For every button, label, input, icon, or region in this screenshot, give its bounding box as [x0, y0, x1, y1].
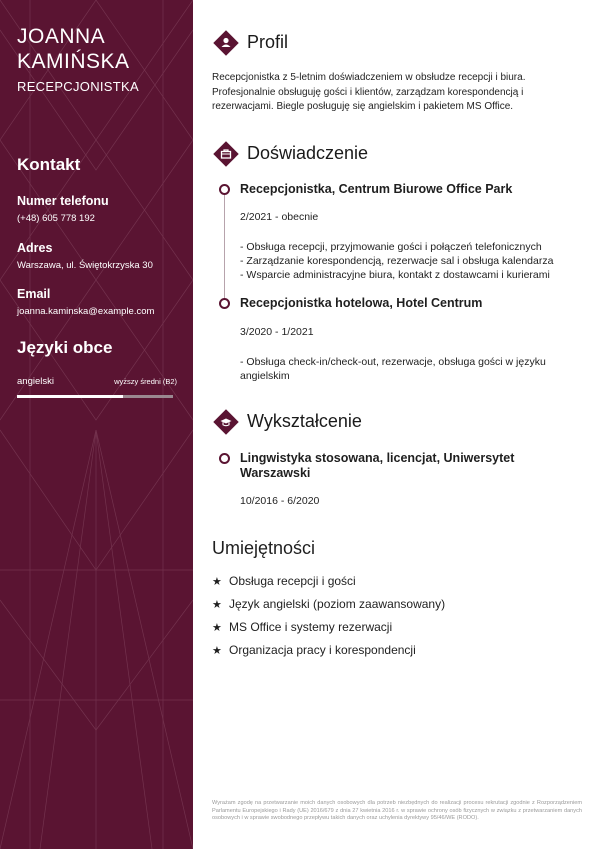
first-name: JOANNA — [17, 25, 106, 48]
education-title-item: Lingwistyka stosowana, licencjat, Uniwersytet Warszawski — [240, 451, 515, 480]
phone-value[interactable]: (+48) 605 778 192 — [17, 213, 95, 224]
star-icon: ★ — [212, 599, 222, 611]
job-description — [240, 355, 570, 383]
timeline-dot — [219, 453, 230, 464]
job-title: Recepcjonistka hotelowa, Hotel Centrum — [240, 296, 483, 310]
skill-item — [212, 620, 392, 634]
languages-heading: Języki obce — [17, 338, 113, 357]
sidebar — [0, 0, 193, 849]
star-icon: ★ — [212, 576, 222, 588]
education-date: 10/2016 - 6/2020 — [240, 495, 320, 507]
skill-label: MS Office i systemy rezerwacji — [229, 620, 393, 634]
last-name: KAMIŃSKA — [17, 50, 130, 73]
gdpr-clause: Wyrażam zgodę na przetwarzanie moich danych osobowych dla potrzeb niezbędnych do realizacji procesu rekrutacji zgodnie z Rozporządzeniem Parlamentu Europejskiego i Rady (UE) 2016/679 z dnia 27 kwietnia 2016 r. w sprawie ochrony osób fizycznych w związku z przetwarzaniem danych osobowych i w sprawie swobodnego przepływu takich danych oraz uchylenia dyrektywy 95/46/WE (RODO). — [212, 800, 582, 821]
email-value[interactable]: joanna.kaminska@example.com — [17, 306, 155, 317]
job-bullet: - Zarządzanie korespondencją, rezerwacje sal i obsługa kalendarza — [240, 255, 554, 267]
profile-text: Recepcjonistka z 5-letnim doświadczeniem w obsłudze recepcji i biura. Profesjonalnie obsługuję gości i klientów, zarządzam korespondencją i rezerwacjami. Biegle posługuję się angielskim i pakietem MS Office. — [212, 72, 526, 112]
main-content — [193, 0, 600, 849]
language-level: wyższy średni (B2) — [114, 377, 177, 386]
job-bullet: - Obsługa check-in/check-out, rezerwacje, obsługa gości w języku angielskim — [240, 356, 546, 382]
candidate-name — [17, 24, 130, 74]
graduation-cap-icon — [213, 409, 239, 435]
timeline-dot — [219, 298, 230, 309]
language-proficiency-fill — [17, 395, 123, 398]
job-bullet: - Wsparcie administracyjne biura, kontakt z dostawcami i kurierami — [240, 269, 550, 281]
timeline-dot — [219, 184, 230, 195]
skill-label: Organizacja pracy i korespondencji — [229, 643, 416, 657]
job-description — [240, 240, 580, 282]
job-role: RECEPCJONISTKA — [17, 79, 139, 94]
timeline-line — [224, 194, 225, 300]
star-icon: ★ — [212, 622, 222, 634]
job-date: 2/2021 - obecnie — [240, 211, 319, 223]
address-label: Adres — [17, 241, 53, 255]
language-proficiency-bar — [17, 395, 173, 398]
skill-label: Obsługa recepcji i gości — [229, 574, 356, 588]
skill-item — [212, 574, 356, 588]
job-date: 3/2020 - 1/2021 — [240, 326, 314, 338]
phone-label: Numer telefonu — [17, 194, 109, 208]
skill-item — [212, 597, 445, 611]
sidebar-background-pattern — [0, 0, 193, 849]
address-value: Warszawa, ul. Świętokrzyska 30 — [17, 260, 153, 271]
job-title: Recepcjonistka, Centrum Biurowe Office Park — [240, 182, 513, 196]
contact-heading: Kontakt — [17, 155, 81, 174]
education-title: Wykształcenie — [247, 411, 362, 431]
skill-label: Język angielski (poziom zaawansowany) — [229, 597, 446, 611]
profile-title: Profil — [247, 32, 289, 52]
experience-title: Doświadczenie — [247, 143, 369, 163]
email-label: Email — [17, 287, 51, 301]
language-name: angielski — [17, 376, 54, 387]
skills-title: Umiejętności — [212, 538, 316, 558]
briefcase-icon — [213, 141, 239, 167]
skill-item — [212, 643, 416, 657]
person-icon — [213, 30, 239, 56]
job-bullet: - Obsługa recepcji, przyjmowanie gości i połączeń telefonicznych — [240, 241, 542, 253]
star-icon: ★ — [212, 645, 222, 657]
